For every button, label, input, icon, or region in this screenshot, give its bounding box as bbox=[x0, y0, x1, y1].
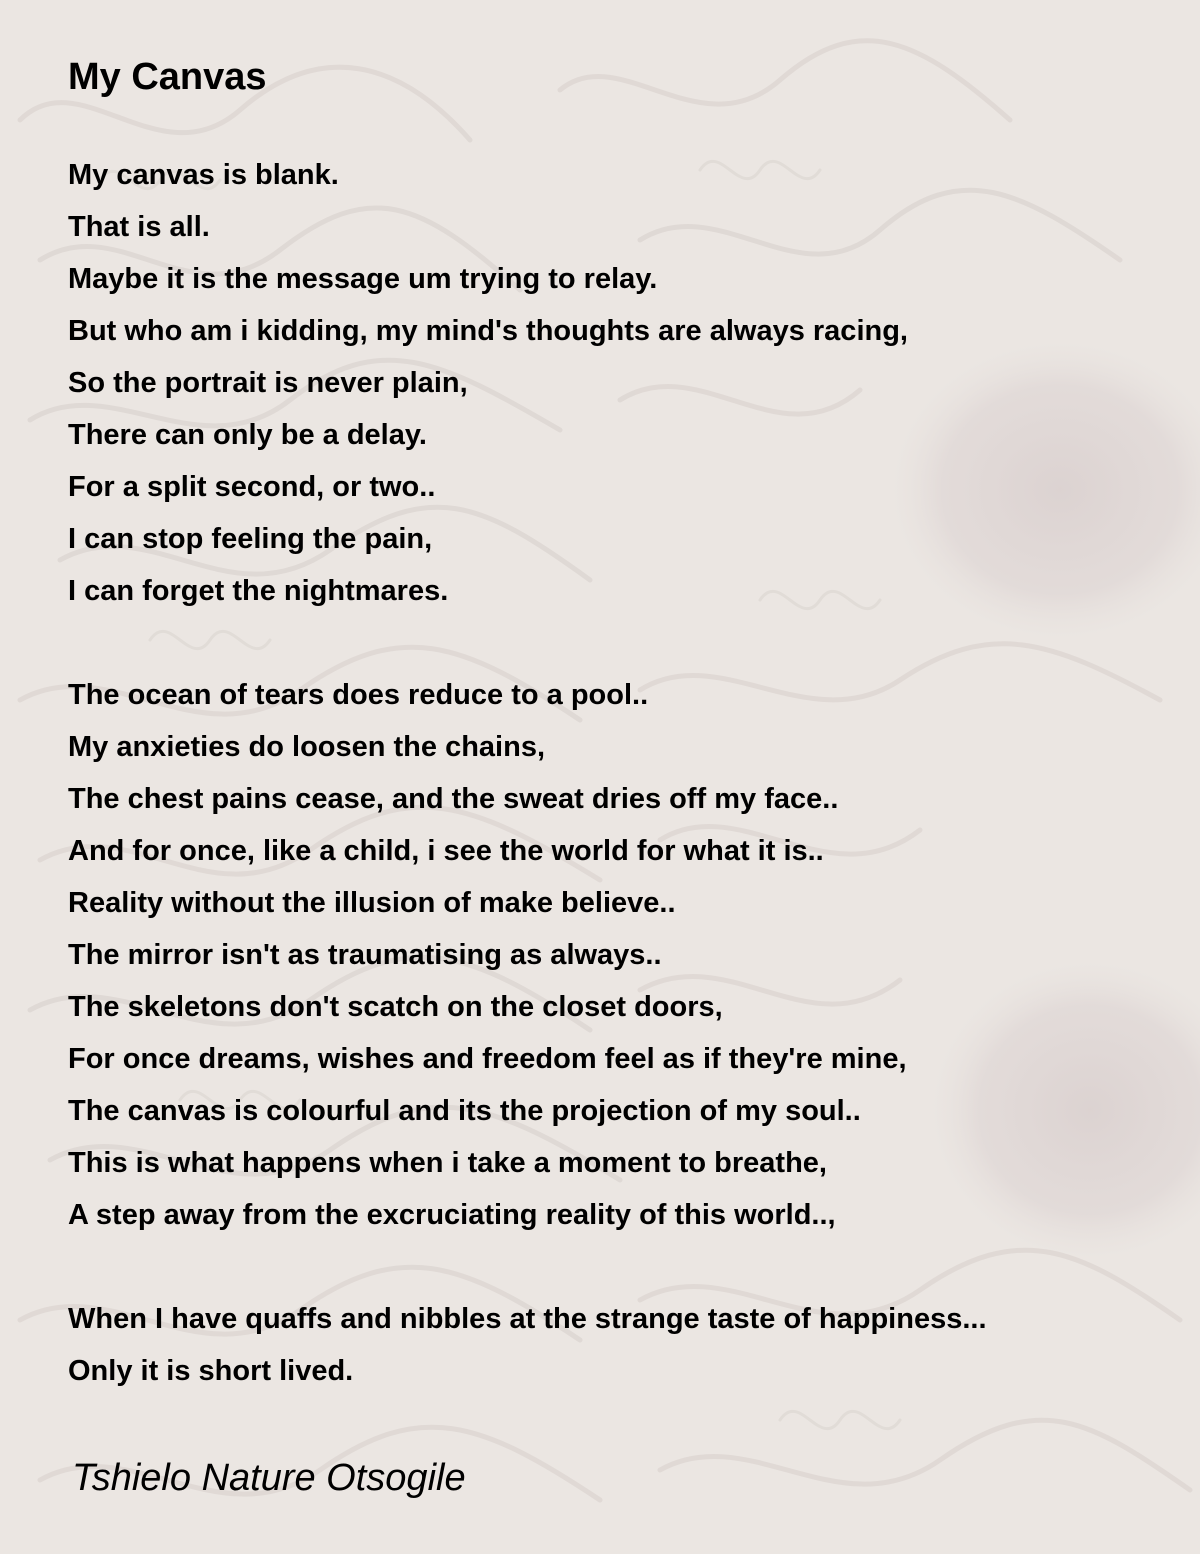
poem-line: The canvas is colourful and its the projection of my soul.. bbox=[68, 1095, 861, 1127]
poem-line: This is what happens when i take a moment to breathe, bbox=[68, 1147, 827, 1179]
poem-line: Only it is short lived. bbox=[68, 1355, 354, 1387]
poem-line: But who am i kidding, my mind's thoughts are always racing, bbox=[68, 315, 908, 347]
poem-line: And for once, like a child, i see the world for what it is.. bbox=[68, 835, 824, 867]
poem-line: I can stop feeling the pain, bbox=[68, 523, 433, 555]
poem-author: Tshielo Nature Otsogile bbox=[72, 1457, 466, 1499]
poem-line: The ocean of tears does reduce to a pool.. bbox=[68, 679, 649, 711]
stanza-1 bbox=[68, 149, 908, 617]
poem-title: My Canvas bbox=[68, 56, 267, 98]
poem-line: The skeletons don't scatch on the closet doors, bbox=[68, 991, 723, 1023]
poem-line: The chest pains cease, and the sweat dries off my face.. bbox=[68, 783, 839, 815]
poem-line: My canvas is blank. bbox=[68, 159, 339, 191]
stanza-2 bbox=[68, 669, 907, 1241]
poem-line: That is all. bbox=[68, 211, 210, 243]
poem-line: So the portrait is never plain, bbox=[68, 367, 468, 399]
poem-line: When I have quaffs and nibbles at the strange taste of happiness... bbox=[68, 1303, 987, 1335]
poem-line: There can only be a delay. bbox=[68, 419, 427, 451]
poem-line: My anxieties do loosen the chains, bbox=[68, 731, 546, 763]
stanza-3 bbox=[68, 1293, 987, 1397]
poem-line: Maybe it is the message um trying to relay. bbox=[68, 263, 658, 295]
poem-line: I can forget the nightmares. bbox=[68, 575, 449, 607]
poem-line: For once dreams, wishes and freedom feel as if they're mine, bbox=[68, 1043, 907, 1075]
poem-line: A step away from the excruciating reality of this world.., bbox=[68, 1199, 836, 1231]
poem-line: For a split second, or two.. bbox=[68, 471, 436, 503]
poem-line: Reality without the illusion of make believe.. bbox=[68, 887, 676, 919]
poem-line: The mirror isn't as traumatising as always.. bbox=[68, 939, 662, 971]
